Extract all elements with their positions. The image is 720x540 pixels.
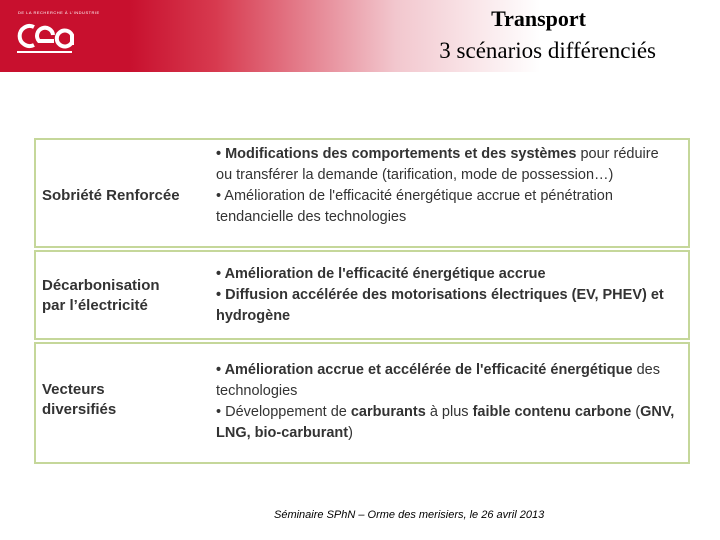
cea-logo-icon bbox=[14, 17, 78, 57]
scenario-label: Décarbonisation par l’électricité bbox=[42, 277, 160, 314]
bullet-item: • Développement de carburants à plus faible contenu carbone (GNV, LNG, bio-carburant) bbox=[216, 404, 675, 441]
scenario-box-decarbonisation bbox=[34, 250, 690, 340]
scenario-label: Vecteurs diversifiés bbox=[42, 381, 117, 418]
bullet-item: • Amélioration de l'efficacité énergétique accrue bbox=[216, 266, 546, 282]
bullet-item: • Amélioration accrue et accélérée de l'efficacité énergétique des technologies bbox=[216, 362, 660, 399]
slide-subtitle: 3 scénarios différenciés bbox=[439, 38, 656, 63]
logo-tagline: DE LA RECHERCHE À L'INDUSTRIE bbox=[18, 10, 100, 15]
footer-text: Séminaire SPhN – Orme des merisiers, le 26 avril 2013 bbox=[274, 509, 545, 521]
scenario-box-vecteurs bbox=[34, 342, 690, 464]
bullet-item: • Diffusion accélérée des motorisations électriques (EV, PHEV) et hydrogène bbox=[216, 287, 664, 324]
scenario-label: Sobriété Renforcée bbox=[42, 187, 180, 204]
scenario-bullets bbox=[216, 264, 666, 327]
scenario-bullets bbox=[216, 360, 686, 444]
scenario-bullets bbox=[216, 144, 676, 228]
slide-title: Transport bbox=[491, 6, 586, 31]
scenario-box-sobriete bbox=[34, 138, 690, 248]
bullet-item: • Amélioration de l'efficacité énergétique accrue et pénétration tendancielle des technologies bbox=[216, 188, 613, 225]
bullet-item: • Modifications des comportements et des systèmes pour réduire ou transférer la demande (tarification, mode de possession…) bbox=[216, 146, 659, 183]
